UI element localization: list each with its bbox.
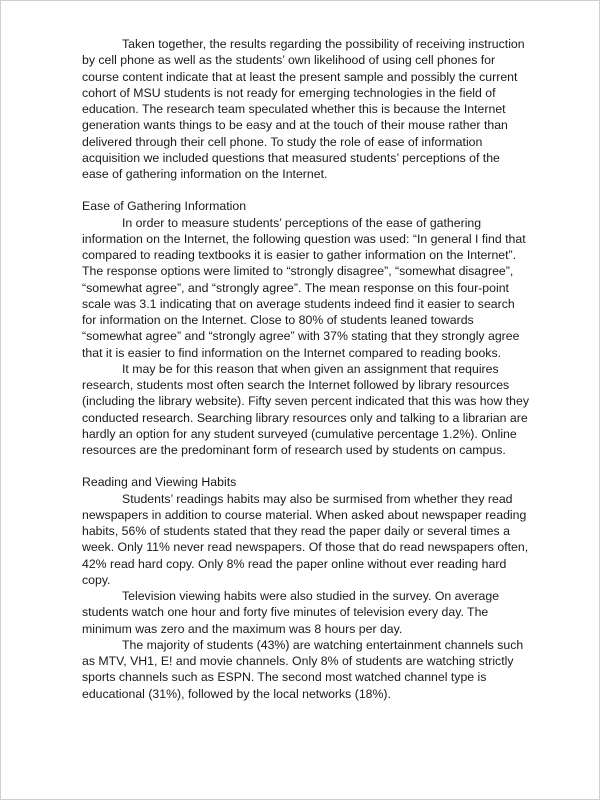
section-heading-ease: Ease of Gathering Information: [82, 199, 247, 214]
reading-paragraph-3: The majority of students (43%) are watching entertainment channels such as MTV, VH1, E! and movie channels. Only 8% of students are watching strictly sports channels such as ESPN. The second most watched channel type is educational (31%), followed by the local networks (18%).: [82, 637, 524, 701]
section-heading-reading: Reading and Viewing Habits: [82, 475, 237, 490]
ease-paragraph-2: It may be for this reason that when given an assignment that requires research, students most often search the Internet followed by library resources (including the library website). Fifty seven percent indicated that this was how they conducted research. Searching library resources only and talking to a librarian are hardly an option for any student surveyed (cumulative percentage 1.2%). Online resources are the predominant form of research used by students on campus.: [82, 361, 530, 457]
reading-paragraph-1: Students’ readings habits may also be surmised from whether they read newspapers in addition to course material. When asked about newspaper reading habits, 56% of students stated that they read the paper daily or several times a week. Only 11% never read newspapers. Of those that do read newspapers often, 42% read hard copy. Only 8% read the paper online without ever reading hard copy.: [82, 491, 529, 587]
reading-paragraph-2: Television viewing habits were also studied in the survey. On average students watch one hour and forty five minutes of television every day. The minimum was zero and the maximum was 8 hours per day.: [82, 589, 500, 636]
ease-paragraph-1: In order to measure students’ perceptions of the ease of gathering information on the Internet, the following question was used: “In general I find that compared to reading textbooks it is easier to gather information on the Internet”. The response options were limited to “strongly disagree”, “somewhat disagree”, “somewhat agree”, and “strongly agree”. The mean response on this four-point scale was 3.1 indicating that on average students indeed find it easier to search for information on the Internet. Close to 80% of students leaned towards “somewhat agree” and “strongly agree” with 37% stating that they strongly agree that it is easier to find information on the Internet compared to reading books.: [82, 215, 526, 360]
intro-paragraph: Taken together, the results regarding the possibility of receiving instruction by cell phone as well as the students’ own likelihood of using cell phones for course content indicate that at least the present sample and possibly the current cohort of MSU students is not ready for emerging technologies in the field of education. The research team speculated whether this is because the Internet generation wants things to be easy and at the touch of their mouse rather than delivered through their cell phone. To study the role of ease of information acquisition we included questions that measured students’ perceptions of the ease of gathering information on the Internet.: [82, 37, 525, 181]
